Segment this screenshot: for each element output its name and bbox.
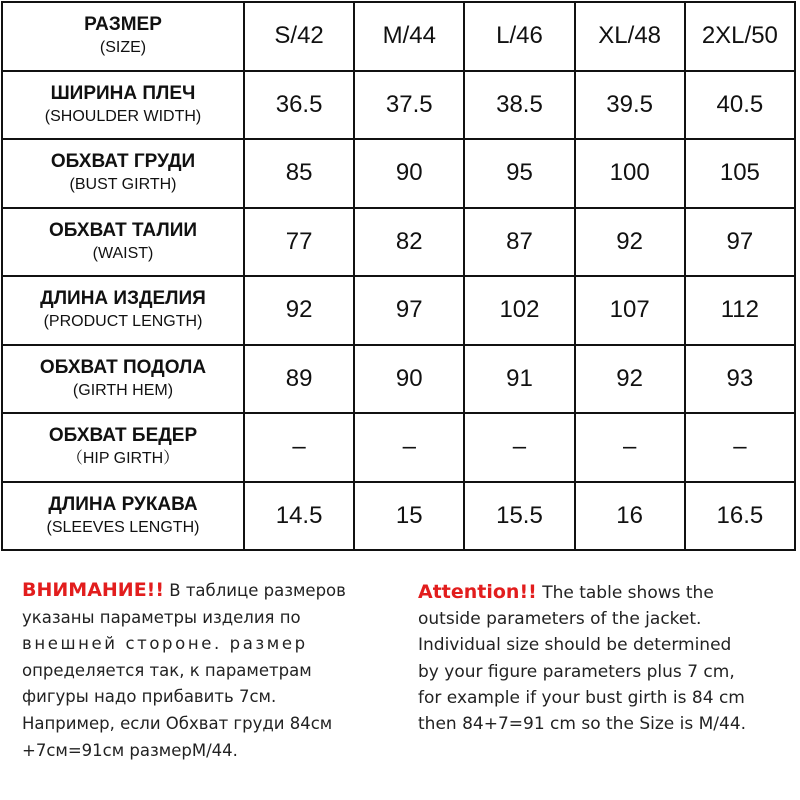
table-cell: 14.5 xyxy=(244,482,354,551)
table-row xyxy=(2,482,795,551)
row-label-cell xyxy=(2,208,244,277)
row-label-ru: ОБХВАТ ТАЛИИ xyxy=(48,219,198,241)
table-cell: 82 xyxy=(354,208,464,277)
row-label-ru: ДЛИНА ИЗДЕЛИЯ xyxy=(40,288,206,310)
attention-note-en xyxy=(418,579,788,737)
row-label-en: (WAIST) xyxy=(92,244,154,262)
table-header-row xyxy=(2,2,795,71)
table-cell: 102 xyxy=(464,276,574,345)
table-cell: 36.5 xyxy=(244,71,354,140)
table-cell: 87 xyxy=(464,208,574,277)
note-line: then 84+7=91 cm so the Size is M/44. xyxy=(418,714,747,735)
table-row xyxy=(2,413,795,482)
row-label-cell xyxy=(2,276,244,345)
size-header-cell: XL/48 xyxy=(575,2,685,71)
table-cell: 16 xyxy=(575,482,685,551)
row-label-ru: ДЛИНА РУКАВА xyxy=(48,493,198,515)
table-cell: 40.5 xyxy=(685,71,795,140)
note-line xyxy=(418,579,788,606)
table-cell: – xyxy=(354,413,464,482)
note-line: определяется так, к параметрам xyxy=(22,660,312,680)
note-line: by your figure parameters plus 7 cm, xyxy=(418,661,735,682)
table-cell: 16.5 xyxy=(685,482,795,551)
note-text: The table shows the xyxy=(536,583,714,603)
table-cell: 93 xyxy=(685,345,795,414)
row-label-en: (PRODUCT LENGTH) xyxy=(43,313,203,331)
row-label-ru: ОБХВАТ ГРУДИ xyxy=(50,151,196,173)
header-label-en: (SIZE) xyxy=(99,39,147,57)
attention-label-ru: ВНИМАНИЕ!! xyxy=(22,579,165,601)
table-cell: 92 xyxy=(575,208,685,277)
row-label-cell xyxy=(2,482,244,551)
size-header-cell: S/42 xyxy=(244,2,354,71)
table-row xyxy=(2,71,795,140)
table-cell: 92 xyxy=(575,345,685,414)
row-label-cell xyxy=(2,345,244,414)
size-table xyxy=(1,1,796,551)
note-line: Например, если Обхват груди 84см xyxy=(22,713,333,733)
table-cell: 38.5 xyxy=(464,71,574,140)
table-row xyxy=(2,208,795,277)
header-label-cell xyxy=(2,2,244,71)
row-label-ru: ШИРИНА ПЛЕЧ xyxy=(50,82,196,104)
note-line: внешней стороне. размер xyxy=(22,634,308,654)
table-cell: 90 xyxy=(354,345,464,414)
header-label-ru: РАЗМЕР xyxy=(84,14,162,36)
table-row xyxy=(2,139,795,208)
table-cell: 39.5 xyxy=(575,71,685,140)
row-label-en: (GIRTH HEM) xyxy=(72,381,174,399)
table-row xyxy=(2,276,795,345)
row-label-en: (BUST GIRTH) xyxy=(69,176,177,194)
table-cell: – xyxy=(464,413,574,482)
size-header-cell: M/44 xyxy=(354,2,464,71)
table-cell: 105 xyxy=(685,139,795,208)
row-label-en: (SLEEVES LENGTH) xyxy=(46,518,200,536)
table-cell: 89 xyxy=(244,345,354,414)
size-header-cell: 2XL/50 xyxy=(685,2,795,71)
table-cell: 95 xyxy=(464,139,574,208)
note-text: В таблице размеров xyxy=(164,581,346,600)
table-cell: 112 xyxy=(685,276,795,345)
row-label-cell xyxy=(2,71,244,140)
table-cell: 90 xyxy=(354,139,464,208)
table-cell: 15.5 xyxy=(464,482,574,551)
note-line xyxy=(22,577,392,605)
table-cell: 97 xyxy=(354,276,464,345)
note-line: Individual size should be determined xyxy=(418,635,732,656)
table-cell: 77 xyxy=(244,208,354,277)
table-cell: 85 xyxy=(244,139,354,208)
table-cell: 100 xyxy=(575,139,685,208)
note-line: фигуры надо прибавить 7см. xyxy=(22,687,277,707)
table-cell: 91 xyxy=(464,345,574,414)
table-cell: 15 xyxy=(354,482,464,551)
note-line: +7см=91см размерM/44. xyxy=(22,740,238,760)
note-line: указаны параметры изделия по xyxy=(22,607,301,627)
table-cell: 97 xyxy=(685,208,795,277)
note-line: outside parameters of the jacket. xyxy=(418,609,702,630)
table-cell: – xyxy=(685,413,795,482)
row-label-en: （HIP GIRTH） xyxy=(66,450,180,468)
table-cell: 107 xyxy=(575,276,685,345)
table-cell: 37.5 xyxy=(354,71,464,140)
row-label-en: (SHOULDER WIDTH) xyxy=(44,107,202,125)
note-line: for example if your bust girth is 84 cm xyxy=(418,687,745,708)
attention-label-en: Attention!! xyxy=(418,581,537,603)
size-header-cell: L/46 xyxy=(464,2,574,71)
attention-note-ru xyxy=(22,577,392,764)
row-label-ru: ОБХВАТ БЕДЕР xyxy=(48,425,198,447)
table-cell: – xyxy=(244,413,354,482)
row-label-cell xyxy=(2,139,244,208)
table-row xyxy=(2,345,795,414)
row-label-ru: ОБХВАТ ПОДОЛА xyxy=(39,356,207,378)
table-cell: 92 xyxy=(244,276,354,345)
row-label-cell xyxy=(2,413,244,482)
table-cell: – xyxy=(575,413,685,482)
